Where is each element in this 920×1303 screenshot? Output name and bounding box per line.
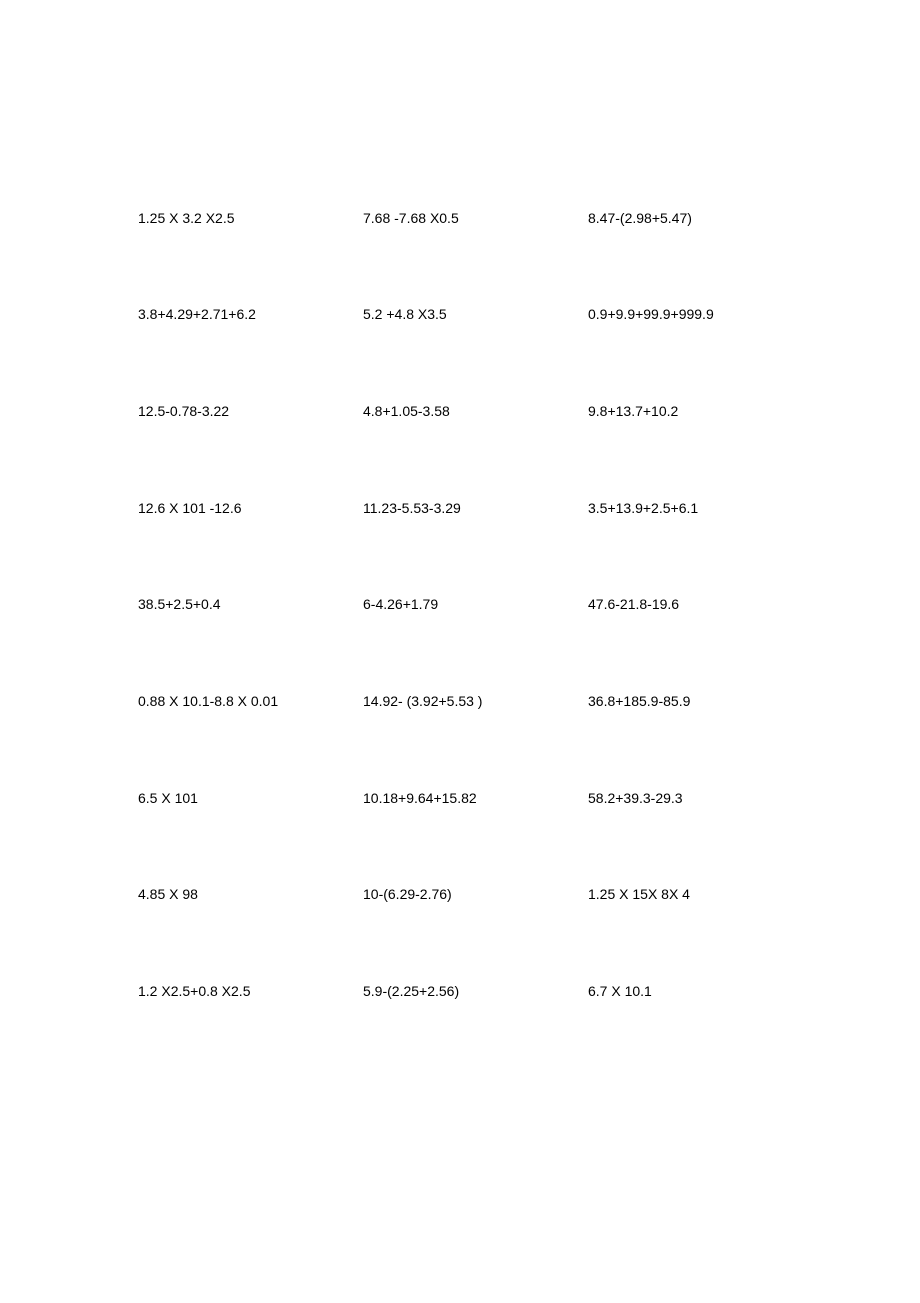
problem-r7-c3: 58.2+39.3-29.3: [588, 790, 683, 806]
problem-r1-c1: 1.25 X 3.2 X2.5: [138, 210, 235, 226]
problem-r8-c3: 1.25 X 15X 8X 4: [588, 886, 690, 902]
problem-r4-c2: 11.23-5.53-3.29: [363, 500, 461, 516]
problem-r9-c3: 6.7 X 10.1: [588, 983, 652, 999]
problem-r1-c3: 8.47-(2.98+5.47): [588, 210, 692, 226]
problem-r2-c3: 0.9+9.9+99.9+999.9: [588, 306, 714, 322]
problem-r9-c2: 5.9-(2.25+2.56): [363, 983, 460, 999]
problem-r9-c1: 1.2 X2.5+0.8 X2.5: [138, 983, 251, 999]
problem-r8-c1: 4.85 X 98: [138, 886, 198, 902]
problem-r7-c1: 6.5 X 101: [138, 790, 198, 806]
problem-r3-c2: 4.8+1.05-3.58: [363, 403, 450, 419]
problem-r7-c2: 10.18+9.64+15.82: [363, 790, 477, 806]
problem-r3-c1: 12.5-0.78-3.22: [138, 403, 230, 419]
problem-r5-c3: 47.6-21.8-19.6: [588, 596, 680, 612]
problem-r5-c1: 38.5+2.5+0.4: [138, 596, 221, 612]
problem-r8-c2: 10-(6.29-2.76): [363, 886, 452, 902]
problem-r4-c3: 3.5+13.9+2.5+6.1: [588, 500, 699, 516]
problem-r3-c3: 9.8+13.7+10.2: [588, 403, 679, 419]
problem-r6-c1: 0.88 X 10.1-8.8 X 0.01: [138, 693, 279, 709]
problem-r2-c2: 5.2 +4.8 X3.5: [363, 306, 447, 322]
problem-r4-c1: 12.6 X 101 -12.6: [138, 500, 242, 516]
problem-r5-c2: 6-4.26+1.79: [363, 596, 439, 612]
problem-r2-c1: 3.8+4.29+2.71+6.2: [138, 306, 256, 322]
problem-r1-c2: 7.68 -7.68 X0.5: [363, 210, 459, 226]
problem-r6-c2: 14.92- (3.92+5.53 ): [363, 693, 483, 709]
problem-r6-c3: 36.8+185.9-85.9: [588, 693, 691, 709]
